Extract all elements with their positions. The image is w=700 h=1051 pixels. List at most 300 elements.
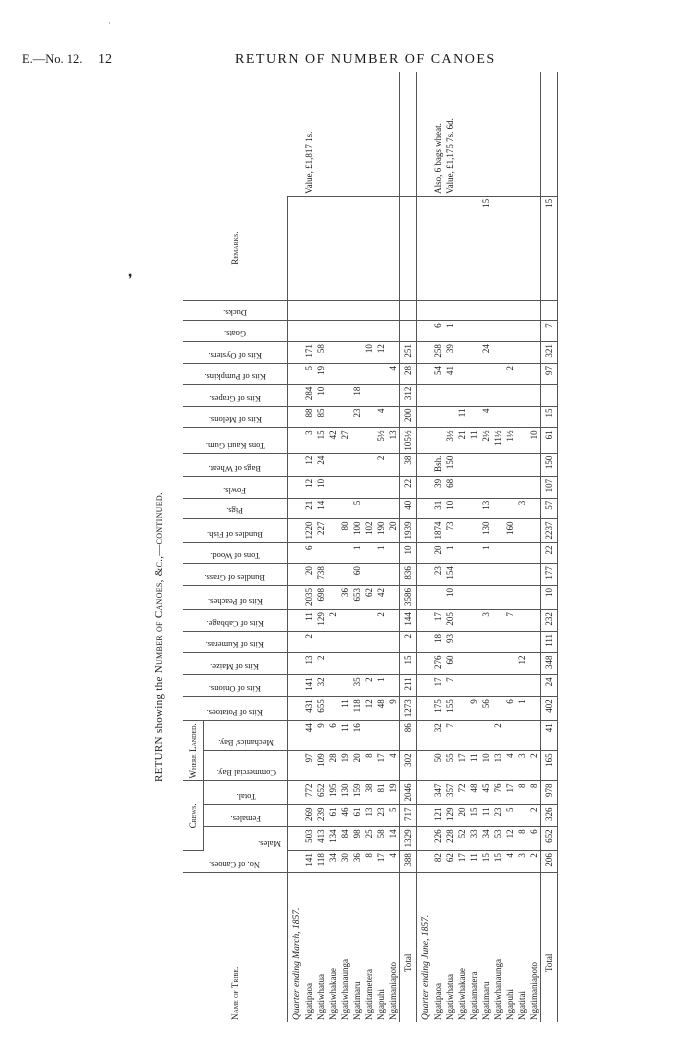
table-cell: 653 (351, 586, 363, 610)
table-cell (339, 476, 351, 498)
table-cell (456, 300, 468, 321)
total-cell (400, 196, 417, 300)
table-cell (351, 653, 363, 675)
table-cell (444, 384, 456, 406)
table-cell: 155 (444, 697, 456, 721)
table-cell (480, 564, 492, 586)
col-header-wheat: Bags of Wheat. (183, 453, 288, 476)
blank-cell (288, 428, 304, 453)
table-cell: 93 (444, 631, 456, 653)
table-cell (363, 300, 375, 321)
blank-cell (400, 72, 417, 196)
table-cell (375, 564, 387, 586)
blank-cell (417, 321, 433, 342)
table-cell (504, 586, 516, 610)
quarter-label: Quarter ending March, 1857. (291, 907, 302, 1020)
blank-cell (417, 72, 433, 196)
table-row (303, 72, 315, 1022)
tribe-name: Ngatiwhatua (444, 974, 455, 1020)
table-cell (480, 300, 492, 321)
total-cell: 22 (541, 543, 558, 564)
table-cell (327, 384, 339, 406)
blank-cell (288, 498, 304, 519)
table-cell (468, 363, 480, 384)
table-cell (456, 653, 468, 675)
table-cell (480, 453, 492, 476)
table-cell: 150 (444, 453, 456, 476)
table-cell: 15 (480, 196, 492, 300)
table-row (456, 72, 468, 1022)
blank-cell (288, 805, 304, 827)
table-cell (492, 300, 504, 321)
table-cell (339, 196, 351, 300)
table-cell (387, 406, 400, 428)
table-cell: 72 (456, 781, 468, 805)
rotated-table-region (143, 72, 603, 1022)
col-header-commercial-bay: Commercial Bay. (204, 751, 288, 781)
table-cell (363, 564, 375, 586)
table-cell: 58 (375, 827, 387, 851)
table-cell: 2 (315, 653, 327, 675)
table-cell (351, 342, 363, 364)
table-cell: 19 (339, 751, 351, 781)
total-cell: 717 (400, 805, 417, 827)
col-header-goats: Goats. (183, 321, 288, 342)
table-cell (528, 342, 541, 364)
table-cell (528, 675, 541, 697)
table-cell (516, 453, 528, 476)
table-cell: 2 (375, 610, 387, 632)
table-cell (387, 721, 400, 751)
table-cell: 2 (327, 610, 339, 632)
table-cell (480, 675, 492, 697)
table-cell: 141 (303, 675, 315, 697)
col-header-kumeras: Kits of Kumeras. (183, 631, 288, 653)
table-cell (432, 384, 444, 406)
total-cell: 107 (541, 476, 558, 498)
table-cell (351, 363, 363, 384)
table-cell: 9 (315, 721, 327, 751)
blank-cell (288, 453, 304, 476)
table-cell: 7 (444, 675, 456, 697)
table-cell (504, 543, 516, 564)
table-cell: 98 (351, 827, 363, 851)
table-cell (363, 610, 375, 632)
ink-speck: · (108, 18, 111, 28)
table-cell (387, 342, 400, 364)
table-cell: 130 (339, 781, 351, 805)
blank-cell (417, 653, 433, 675)
blank-cell (417, 453, 433, 476)
total-cell: 232 (541, 610, 558, 632)
remarks-cell (504, 72, 516, 196)
remarks-cell (528, 72, 541, 196)
table-cell (528, 653, 541, 675)
blank-cell (288, 476, 304, 498)
table-cell (339, 498, 351, 519)
blank-cell (288, 721, 304, 751)
table-cell (468, 342, 480, 364)
table-cell (327, 564, 339, 586)
table-cell: 655 (315, 697, 327, 721)
table-caption: RETURN showing the Number of Canoes, &c.,—continued. (153, 491, 165, 782)
col-header-males: Males. (204, 827, 288, 851)
table-cell (468, 543, 480, 564)
total-cell (400, 321, 417, 342)
table-cell: 15 (480, 851, 492, 873)
table-cell: 41 (444, 363, 456, 384)
table-cell: 20 (456, 805, 468, 827)
table-cell (516, 564, 528, 586)
table-cell (492, 519, 504, 543)
table-cell (339, 384, 351, 406)
table-cell: 27 (339, 428, 351, 453)
table-cell: 3 (480, 610, 492, 632)
total-cell: 150 (541, 453, 558, 476)
table-cell (327, 543, 339, 564)
table-cell: 32 (432, 721, 444, 751)
table-cell: 4 (375, 406, 387, 428)
total-cell: 177 (541, 564, 558, 586)
remarks-cell (456, 72, 468, 196)
table-cell (339, 453, 351, 476)
table-cell: 25 (363, 827, 375, 851)
table-cell: 23 (351, 406, 363, 428)
table-cell (363, 384, 375, 406)
table-cell: 34 (327, 851, 339, 873)
table-cell (375, 321, 387, 342)
table-cell: 23 (375, 805, 387, 827)
table-cell: 10 (315, 476, 327, 498)
table-cell: 20 (303, 564, 315, 586)
table-cell: 17 (432, 675, 444, 697)
table-cell: 10 (444, 498, 456, 519)
table-cell: 82 (432, 851, 444, 873)
table-cell (528, 384, 541, 406)
table-cell: 24 (480, 342, 492, 364)
table-cell (327, 321, 339, 342)
table-cell (456, 498, 468, 519)
quarter-label: Quarter ending June, 1857. (420, 914, 431, 1020)
table-cell (327, 653, 339, 675)
table-cell: 109 (315, 751, 327, 781)
table-cell (516, 384, 528, 406)
table-cell: 13 (303, 653, 315, 675)
total-cell: 312 (400, 384, 417, 406)
total-cell: 7 (541, 321, 558, 342)
table-cell: 347 (432, 781, 444, 805)
table-cell: 134 (327, 827, 339, 851)
col-header-females: Females. (204, 805, 288, 827)
table-cell (444, 196, 456, 300)
total-cell: 15 (400, 653, 417, 675)
total-cell: 326 (541, 805, 558, 827)
table-cell (327, 453, 339, 476)
blank-cell (417, 721, 433, 751)
total-cell: 302 (400, 751, 417, 781)
table-cell (528, 519, 541, 543)
table-cell: 195 (327, 781, 339, 805)
remarks-cell (327, 72, 339, 196)
table-cell: 11 (468, 751, 480, 781)
table-cell: 48 (468, 781, 480, 805)
remarks-cell: Also, 6 bags wheat. (432, 72, 444, 196)
table-cell: 2 (528, 851, 541, 873)
table-row (387, 72, 400, 1022)
total-cell: 978 (541, 781, 558, 805)
total-cell: 15 (541, 196, 558, 300)
table-cell: 23 (492, 805, 504, 827)
table-cell (456, 453, 468, 476)
tribe-name: Ngatimaniapoto (387, 962, 398, 1020)
table-cell (504, 498, 516, 519)
blank-cell (288, 851, 304, 873)
table-cell (339, 610, 351, 632)
table-cell (339, 653, 351, 675)
table-cell: 20 (387, 519, 400, 543)
table-cell: 14 (387, 827, 400, 851)
table-cell: 62 (363, 586, 375, 610)
total-cell: 3586 (400, 586, 417, 610)
table-cell: 60 (444, 653, 456, 675)
table-cell: 13 (363, 805, 375, 827)
table-cell: 772 (303, 781, 315, 805)
table-cell (468, 519, 480, 543)
table-cell: 32 (315, 675, 327, 697)
total-cell: 86 (400, 721, 417, 751)
table-cell: 1 (516, 697, 528, 721)
table-cell (456, 631, 468, 653)
table-cell (375, 300, 387, 321)
table-cell (528, 453, 541, 476)
col-header-canoes: No. of Canoes. (183, 851, 288, 873)
table-cell: 2 (375, 453, 387, 476)
remarks-cell: Value, £1,175 7s. 6d. (444, 72, 456, 196)
table-cell: 84 (339, 827, 351, 851)
table-cell (516, 300, 528, 321)
table-cell: 19 (315, 363, 327, 384)
table-cell: 160 (504, 519, 516, 543)
blank-cell (417, 519, 433, 543)
table-cell (351, 453, 363, 476)
table-cell (387, 321, 400, 342)
total-cell: 10 (400, 543, 417, 564)
table-cell: 1874 (432, 519, 444, 543)
table-cell: 85 (315, 406, 327, 428)
blank-cell (417, 384, 433, 406)
table-cell: 11 (339, 697, 351, 721)
table-cell: 6 (432, 321, 444, 342)
table-cell: 13 (480, 498, 492, 519)
table-cell: 11 (456, 406, 468, 428)
table-cell: 129 (315, 610, 327, 632)
table-cell (516, 519, 528, 543)
blank-cell (288, 781, 304, 805)
tribe-name: Ngatitametera (363, 969, 374, 1020)
table-cell (528, 321, 541, 342)
table-cell: 36 (351, 851, 363, 873)
table-cell (492, 406, 504, 428)
table-cell (363, 721, 375, 751)
table-cell: 39 (432, 476, 444, 498)
table-row (480, 72, 492, 1022)
blank-cell (288, 827, 304, 851)
col-header-tribe: Name of Tribe. (183, 873, 288, 1023)
total-cell: 321 (541, 342, 558, 364)
table-cell: 2 (492, 721, 504, 751)
table-cell (351, 196, 363, 300)
table-cell: 16 (351, 721, 363, 751)
table-cell: 34 (480, 827, 492, 851)
table-cell (504, 406, 516, 428)
table-cell (528, 476, 541, 498)
table-cell (387, 300, 400, 321)
table-cell: 8 (528, 781, 541, 805)
table-cell: 8 (363, 751, 375, 781)
table-cell: 81 (375, 781, 387, 805)
table-cell (375, 384, 387, 406)
table-cell: 54 (432, 363, 444, 384)
table-cell: Bsh. (432, 453, 444, 476)
table-cell (327, 519, 339, 543)
table-cell: 61 (327, 805, 339, 827)
table-cell: 35 (351, 675, 363, 697)
table-cell (315, 543, 327, 564)
table-cell (387, 453, 400, 476)
table-cell: 10 (480, 751, 492, 781)
table-cell (504, 321, 516, 342)
table-cell (375, 653, 387, 675)
table-cell: 1220 (303, 519, 315, 543)
table-cell (375, 196, 387, 300)
total-cell: 10 (541, 586, 558, 610)
table-cell (480, 476, 492, 498)
total-cell: 28 (400, 363, 417, 384)
tribe-name: Ngatiwhanaunga (339, 959, 350, 1020)
table-cell: 1½ (504, 428, 516, 453)
total-cell: 2237 (541, 519, 558, 543)
table-cell: 3 (303, 428, 315, 453)
blank-cell (288, 586, 304, 610)
table-cell: 503 (303, 827, 315, 851)
table-cell (375, 631, 387, 653)
table-cell: 2035 (303, 586, 315, 610)
table-cell: 12 (504, 827, 516, 851)
total-row (400, 72, 417, 1022)
table-cell: 3 (516, 498, 528, 519)
blank-cell (417, 805, 433, 827)
tribe-name: Ngatimaru (480, 981, 491, 1020)
table-cell (387, 498, 400, 519)
table-cell: 12 (363, 697, 375, 721)
table-cell (492, 631, 504, 653)
table-cell: 24 (315, 453, 327, 476)
blank-cell (288, 363, 304, 384)
table-cell: 52 (456, 827, 468, 851)
table-cell: 28 (327, 751, 339, 781)
tribe-name: Ngapuhi (375, 989, 386, 1020)
total-cell: 165 (541, 751, 558, 781)
table-cell (504, 453, 516, 476)
table-cell: 227 (315, 519, 327, 543)
blank-cell (417, 300, 433, 321)
blank-cell (288, 631, 304, 653)
table-cell: 698 (315, 586, 327, 610)
total-cell: 348 (541, 653, 558, 675)
table-cell (528, 586, 541, 610)
table-cell: 1 (351, 543, 363, 564)
table-cell (492, 610, 504, 632)
table-cell (303, 196, 315, 300)
total-cell: 402 (541, 697, 558, 721)
col-header-fowls: Fowls. (183, 476, 288, 498)
table-cell (387, 564, 400, 586)
tribe-name: Ngatiwhakaue (327, 968, 338, 1020)
table-cell (504, 653, 516, 675)
remarks-cell (315, 72, 327, 196)
table-cell (516, 543, 528, 564)
table-cell (351, 631, 363, 653)
table-cell (375, 476, 387, 498)
table-cell (468, 196, 480, 300)
remarks-cell (375, 72, 387, 196)
table-cell: 10 (528, 428, 541, 453)
table-cell (339, 342, 351, 364)
table-cell: 4 (480, 406, 492, 428)
table-cell: 226 (432, 827, 444, 851)
table-cell (303, 300, 315, 321)
col-header-cabbage: Kits of Cabbage. (183, 610, 288, 632)
blank-cell (417, 196, 433, 300)
table-cell: 258 (432, 342, 444, 364)
tribe-name: Ngatimaru (351, 981, 362, 1020)
blank-cell (417, 476, 433, 498)
blank-cell (417, 851, 433, 873)
table-cell: 738 (315, 564, 327, 586)
table-cell: 18 (351, 384, 363, 406)
col-header-grapes: Kits of Grapes. (183, 384, 288, 406)
table-cell (528, 363, 541, 384)
table-cell: 56 (480, 697, 492, 721)
table-cell: 60 (351, 564, 363, 586)
table-cell (387, 543, 400, 564)
table-cell (351, 321, 363, 342)
table-row (504, 72, 516, 1022)
table-cell (339, 363, 351, 384)
table-cell (363, 428, 375, 453)
table-cell: 8 (516, 781, 528, 805)
blank-cell (417, 751, 433, 781)
total-cell: 24 (541, 675, 558, 697)
table-cell: 7 (444, 721, 456, 751)
table-cell (468, 653, 480, 675)
table-cell (468, 476, 480, 498)
table-cell (468, 384, 480, 406)
table-cell (339, 564, 351, 586)
table-cell: 20 (432, 543, 444, 564)
page-number: 12 (98, 52, 112, 67)
table-cell: 76 (492, 781, 504, 805)
table-cell (387, 384, 400, 406)
blank-cell (417, 610, 433, 632)
table-cell: 17 (432, 610, 444, 632)
table-cell (468, 721, 480, 751)
tribe-name: Ngatiwhanaunga (492, 959, 503, 1020)
remarks-cell (468, 72, 480, 196)
table-cell (516, 342, 528, 364)
table-row (492, 72, 504, 1022)
total-cell: 40 (400, 498, 417, 519)
